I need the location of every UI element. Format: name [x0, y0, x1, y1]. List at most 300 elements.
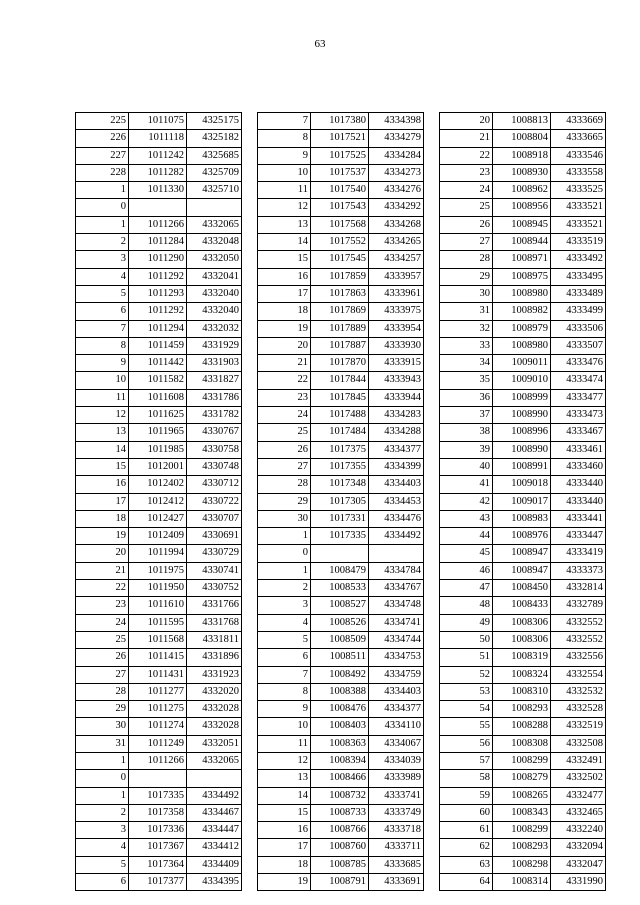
table-row: [76, 597, 242, 614]
table-row: [258, 787, 424, 804]
coordinate-y-cell: 4332240: [551, 822, 606, 839]
coordinate-x-cell: 1008492: [311, 666, 369, 683]
point-number-cell: 7: [76, 320, 129, 337]
table-row: [440, 649, 606, 666]
table-row: [258, 683, 424, 700]
point-number-cell: 21: [76, 562, 129, 579]
coordinate-x-cell: 1011608: [129, 389, 187, 406]
table-row: [76, 683, 242, 700]
coordinate-x-cell: 1017331: [311, 510, 369, 527]
coordinate-x-cell: 1011249: [129, 735, 187, 752]
table-row: [76, 476, 242, 493]
point-number-cell: 19: [258, 874, 311, 891]
table-row: [258, 147, 424, 164]
point-number-cell: 8: [258, 130, 311, 147]
table-row: [76, 666, 242, 683]
point-number-cell: 62: [440, 839, 493, 856]
coordinate-y-cell: 4333943: [369, 372, 424, 389]
coordinate-table-2: [257, 112, 424, 891]
coordinate-y-cell: 4330729: [187, 545, 242, 562]
coordinate-x-cell: 1008982: [493, 303, 551, 320]
coordinate-x-cell: 1011294: [129, 320, 187, 337]
point-number-cell: 46: [440, 562, 493, 579]
coordinate-x-cell: 1008991: [493, 458, 551, 475]
point-number-cell: 39: [440, 441, 493, 458]
coordinate-x-cell: 1008947: [493, 545, 551, 562]
coordinate-y-cell: 4330707: [187, 510, 242, 527]
table-row: [440, 182, 606, 199]
coordinate-y-cell: 4333525: [551, 182, 606, 199]
coordinate-x-cell: 1008388: [311, 683, 369, 700]
coordinate-y-cell: 4333665: [551, 130, 606, 147]
coordinate-y-cell: 4333741: [369, 787, 424, 804]
coordinate-x-cell: 1008324: [493, 666, 551, 683]
coordinate-y-cell: 4333944: [369, 389, 424, 406]
point-number-cell: 28: [76, 683, 129, 700]
coordinate-x-cell: 1017540: [311, 182, 369, 199]
coordinate-x-cell: 1011975: [129, 562, 187, 579]
coordinate-y-cell: 4331923: [187, 666, 242, 683]
coordinate-y-cell: 4333685: [369, 856, 424, 873]
point-number-cell: 23: [76, 597, 129, 614]
point-number-cell: 47: [440, 580, 493, 597]
coordinate-x-cell: 1011431: [129, 666, 187, 683]
coordinate-x-cell: 1011994: [129, 545, 187, 562]
point-number-cell: 1: [258, 562, 311, 579]
coordinate-x-cell: 1017336: [129, 822, 187, 839]
table-row: [258, 545, 424, 562]
table-row: [76, 113, 242, 130]
table-row: [76, 856, 242, 873]
coordinate-y-cell: 4331827: [187, 372, 242, 389]
coordinate-y-cell: 4333718: [369, 822, 424, 839]
coordinate-x-cell: 1017889: [311, 320, 369, 337]
table-row: [440, 614, 606, 631]
table-row: [440, 787, 606, 804]
table-row: [76, 234, 242, 251]
coordinate-y-cell: 4325709: [187, 164, 242, 181]
coordinate-x-cell: [129, 770, 187, 787]
coordinate-y-cell: 4332528: [551, 701, 606, 718]
coordinate-x-cell: 1008293: [493, 839, 551, 856]
coordinate-x-cell: 1017543: [311, 199, 369, 216]
table-row: [258, 424, 424, 441]
coordinate-x-cell: 1011277: [129, 683, 187, 700]
coordinate-x-cell: 1008527: [311, 597, 369, 614]
table-row: [76, 216, 242, 233]
table-row: [258, 735, 424, 752]
coordinate-y-cell: 4334453: [369, 493, 424, 510]
point-number-cell: 22: [76, 580, 129, 597]
coordinate-y-cell: 4332552: [551, 614, 606, 631]
point-number-cell: 24: [258, 407, 311, 424]
point-number-cell: 37: [440, 407, 493, 424]
coordinate-y-cell: 4325175: [187, 113, 242, 130]
coordinate-x-cell: 1017568: [311, 216, 369, 233]
table-row: [440, 735, 606, 752]
table-row: [258, 458, 424, 475]
coordinate-y-cell: 4334403: [369, 476, 424, 493]
table-row: [440, 337, 606, 354]
coordinate-x-cell: [311, 545, 369, 562]
coordinate-x-cell: 1008996: [493, 424, 551, 441]
point-number-cell: 5: [76, 285, 129, 302]
coordinate-y-cell: 4334741: [369, 614, 424, 631]
point-number-cell: 49: [440, 614, 493, 631]
coordinate-y-cell: 4333521: [551, 199, 606, 216]
point-number-cell: 59: [440, 787, 493, 804]
point-number-cell: 18: [258, 303, 311, 320]
coordinate-x-cell: 1008403: [311, 718, 369, 735]
coordinate-x-cell: 1017537: [311, 164, 369, 181]
coordinate-x-cell: 1017367: [129, 839, 187, 856]
coordinate-x-cell: 1008310: [493, 683, 551, 700]
point-number-cell: 4: [76, 839, 129, 856]
coordinate-x-cell: 1008343: [493, 804, 551, 821]
coordinate-y-cell: 4330758: [187, 441, 242, 458]
point-number-cell: 1: [76, 787, 129, 804]
coordinate-x-cell: 1012402: [129, 476, 187, 493]
table-row: [440, 285, 606, 302]
coordinate-y-cell: 4332041: [187, 268, 242, 285]
coordinate-y-cell: 4332552: [551, 631, 606, 648]
coordinate-x-cell: 1008319: [493, 649, 551, 666]
coordinate-y-cell: 4332028: [187, 718, 242, 735]
coordinate-y-cell: 4333749: [369, 804, 424, 821]
coordinate-y-cell: 4333989: [369, 770, 424, 787]
coordinate-y-cell: 4333546: [551, 147, 606, 164]
point-number-cell: 10: [76, 372, 129, 389]
coordinate-x-cell: 1008980: [493, 285, 551, 302]
point-number-cell: 14: [258, 234, 311, 251]
coordinate-x-cell: 1008433: [493, 597, 551, 614]
point-number-cell: 25: [76, 631, 129, 648]
coordinate-x-cell: 1011275: [129, 701, 187, 718]
table-row: [440, 458, 606, 475]
coordinate-x-cell: 1012409: [129, 528, 187, 545]
point-number-cell: 60: [440, 804, 493, 821]
coordinate-y-cell: 4334447: [187, 822, 242, 839]
table-row: [440, 234, 606, 251]
point-number-cell: 16: [258, 822, 311, 839]
point-number-cell: 29: [76, 701, 129, 718]
point-number-cell: 25: [440, 199, 493, 216]
coordinate-x-cell: 1008804: [493, 130, 551, 147]
coordinate-y-cell: 4330752: [187, 580, 242, 597]
point-number-cell: 1: [76, 752, 129, 769]
point-number-cell: 1: [258, 528, 311, 545]
table-row: [440, 441, 606, 458]
point-number-cell: 16: [258, 268, 311, 285]
point-number-cell: 26: [76, 649, 129, 666]
coordinate-x-cell: 1017845: [311, 389, 369, 406]
coordinate-x-cell: 1008944: [493, 234, 551, 251]
coordinate-y-cell: 4332028: [187, 701, 242, 718]
point-number-cell: 41: [440, 476, 493, 493]
table-row: [440, 113, 606, 130]
point-number-cell: 13: [76, 424, 129, 441]
coordinate-x-cell: 1011459: [129, 337, 187, 354]
coordinate-x-cell: 1008299: [493, 822, 551, 839]
coordinate-y-cell: 4332519: [551, 718, 606, 735]
point-number-cell: 12: [258, 199, 311, 216]
table-row: [440, 199, 606, 216]
table-row: [258, 510, 424, 527]
coordinate-x-cell: 1017355: [311, 458, 369, 475]
point-number-cell: 22: [440, 147, 493, 164]
point-number-cell: 26: [440, 216, 493, 233]
table-row: [440, 718, 606, 735]
table-row: [440, 320, 606, 337]
table-row: [440, 701, 606, 718]
coordinate-y-cell: 4333419: [551, 545, 606, 562]
point-number-cell: 18: [258, 856, 311, 873]
coordinate-x-cell: 1008466: [311, 770, 369, 787]
table-row: [76, 735, 242, 752]
coordinate-x-cell: 1008979: [493, 320, 551, 337]
point-number-cell: 31: [76, 735, 129, 752]
coordinate-x-cell: 1017377: [129, 874, 187, 891]
point-number-cell: 6: [76, 303, 129, 320]
coordinate-x-cell: 1008533: [311, 580, 369, 597]
coordinate-y-cell: 4334399: [369, 458, 424, 475]
table-row: [258, 303, 424, 320]
coordinate-y-cell: 4334110: [369, 718, 424, 735]
table-row: [258, 355, 424, 372]
table-row: [258, 666, 424, 683]
page-number: 63: [314, 38, 326, 50]
point-number-cell: 3: [258, 597, 311, 614]
coordinate-y-cell: 4330691: [187, 528, 242, 545]
coordinate-x-cell: 1017545: [311, 251, 369, 268]
coordinate-x-cell: 1017358: [129, 804, 187, 821]
coordinate-y-cell: 4333489: [551, 285, 606, 302]
table-row: [258, 493, 424, 510]
table-row: [258, 597, 424, 614]
point-number-cell: 14: [76, 441, 129, 458]
coordinate-x-cell: 1012412: [129, 493, 187, 510]
point-number-cell: 28: [440, 251, 493, 268]
table-row: [258, 752, 424, 769]
table-row: [76, 804, 242, 821]
coordinate-x-cell: 1008293: [493, 701, 551, 718]
point-number-cell: 6: [76, 874, 129, 891]
coordinate-y-cell: 4331782: [187, 407, 242, 424]
point-number-cell: 21: [440, 130, 493, 147]
coordinate-y-cell: 4333506: [551, 320, 606, 337]
coordinate-y-cell: 4331811: [187, 631, 242, 648]
coordinate-x-cell: 1008980: [493, 337, 551, 354]
table-row: [76, 614, 242, 631]
table-row: [76, 458, 242, 475]
coordinate-y-cell: 4333930: [369, 337, 424, 354]
point-number-cell: 23: [440, 164, 493, 181]
coordinate-y-cell: 4334753: [369, 649, 424, 666]
coordinate-y-cell: 4334276: [369, 182, 424, 199]
coordinate-x-cell: 1017488: [311, 407, 369, 424]
table-row: [76, 164, 242, 181]
coordinate-x-cell: 1008733: [311, 804, 369, 821]
coordinate-y-cell: 4333447: [551, 528, 606, 545]
point-number-cell: 4: [258, 614, 311, 631]
table-row: [76, 389, 242, 406]
point-number-cell: 5: [258, 631, 311, 648]
coordinate-x-cell: 1008306: [493, 631, 551, 648]
coordinate-x-cell: 1009018: [493, 476, 551, 493]
coordinate-y-cell: 4325710: [187, 182, 242, 199]
coordinate-y-cell: 4333691: [369, 874, 424, 891]
table-row: [440, 683, 606, 700]
point-number-cell: 9: [76, 355, 129, 372]
coordinate-y-cell: 4333495: [551, 268, 606, 285]
table-row: [258, 804, 424, 821]
coordinate-y-cell: [187, 770, 242, 787]
point-number-cell: 5: [76, 856, 129, 873]
table-row: [440, 251, 606, 268]
point-number-cell: 4: [76, 268, 129, 285]
table-row: [258, 130, 424, 147]
table-row: [76, 285, 242, 302]
coordinate-x-cell: 1008308: [493, 735, 551, 752]
point-number-cell: 15: [76, 458, 129, 475]
point-number-cell: 9: [258, 701, 311, 718]
point-number-cell: 42: [440, 493, 493, 510]
point-number-cell: 3: [76, 822, 129, 839]
coordinate-y-cell: 4334377: [369, 701, 424, 718]
coordinate-y-cell: 4333669: [551, 113, 606, 130]
point-number-cell: 228: [76, 164, 129, 181]
table-row: [258, 562, 424, 579]
coordinate-y-cell: 4332532: [551, 683, 606, 700]
point-number-cell: 0: [76, 199, 129, 216]
coordinate-x-cell: 1008791: [311, 874, 369, 891]
table-row: [258, 770, 424, 787]
point-number-cell: 2: [76, 804, 129, 821]
table-row: [258, 199, 424, 216]
table-row: [76, 337, 242, 354]
coordinate-y-cell: 4325685: [187, 147, 242, 164]
point-number-cell: 1: [76, 216, 129, 233]
coordinate-y-cell: 4333473: [551, 407, 606, 424]
point-number-cell: 32: [440, 320, 493, 337]
coordinate-y-cell: 4333499: [551, 303, 606, 320]
coordinate-y-cell: 4334257: [369, 251, 424, 268]
coordinate-x-cell: 1008394: [311, 752, 369, 769]
coordinate-x-cell: 1011266: [129, 216, 187, 233]
point-number-cell: 56: [440, 735, 493, 752]
coordinate-x-cell: 1011582: [129, 372, 187, 389]
coordinate-y-cell: 4333954: [369, 320, 424, 337]
point-number-cell: 27: [440, 234, 493, 251]
coordinate-x-cell: 1017869: [311, 303, 369, 320]
coordinate-y-cell: 4334398: [369, 113, 424, 130]
point-number-cell: 12: [258, 752, 311, 769]
coordinate-y-cell: 4332554: [551, 666, 606, 683]
table-row: [440, 130, 606, 147]
table-row: [258, 874, 424, 891]
coordinate-y-cell: 4334759: [369, 666, 424, 683]
coordinate-y-cell: 4333440: [551, 493, 606, 510]
coordinate-y-cell: 4334748: [369, 597, 424, 614]
coordinate-y-cell: 4332502: [551, 770, 606, 787]
coordinate-y-cell: 4333915: [369, 355, 424, 372]
coordinate-y-cell: 4333521: [551, 216, 606, 233]
coordinate-y-cell: 4334403: [369, 683, 424, 700]
coordinate-y-cell: 4334288: [369, 424, 424, 441]
table-row: [258, 614, 424, 631]
table-row: [76, 874, 242, 891]
coordinate-y-cell: 4333373: [551, 562, 606, 579]
coordinate-x-cell: 1008785: [311, 856, 369, 873]
point-number-cell: 50: [440, 631, 493, 648]
coordinate-x-cell: 1008732: [311, 787, 369, 804]
coordinate-x-cell: 1011625: [129, 407, 187, 424]
table-row: [258, 268, 424, 285]
coordinate-y-cell: 4330712: [187, 476, 242, 493]
point-number-cell: 24: [440, 182, 493, 199]
table-row: [76, 130, 242, 147]
table-row: [258, 856, 424, 873]
point-number-cell: 43: [440, 510, 493, 527]
coordinate-y-cell: 4332048: [187, 234, 242, 251]
table-row: [76, 424, 242, 441]
point-number-cell: 0: [258, 545, 311, 562]
coordinate-x-cell: 1008976: [493, 528, 551, 545]
coordinate-x-cell: 1008279: [493, 770, 551, 787]
coordinate-x-cell: 1011442: [129, 355, 187, 372]
coordinate-x-cell: 1011075: [129, 113, 187, 130]
coordinate-y-cell: 4332020: [187, 683, 242, 700]
coordinate-x-cell: 1008479: [311, 562, 369, 579]
coordinate-y-cell: 4333558: [551, 164, 606, 181]
point-number-cell: 7: [258, 113, 311, 130]
coordinate-x-cell: 1011282: [129, 164, 187, 181]
coordinate-y-cell: 4330748: [187, 458, 242, 475]
coordinate-x-cell: 1017484: [311, 424, 369, 441]
table-row: [440, 545, 606, 562]
coordinate-x-cell: 1011595: [129, 614, 187, 631]
point-number-cell: 61: [440, 822, 493, 839]
point-number-cell: 13: [258, 770, 311, 787]
table-row: [258, 372, 424, 389]
table-row: [440, 493, 606, 510]
point-number-cell: 20: [258, 337, 311, 354]
coordinate-y-cell: 4333492: [551, 251, 606, 268]
point-number-cell: 54: [440, 701, 493, 718]
coordinate-y-cell: 4333507: [551, 337, 606, 354]
coordinate-y-cell: 4334412: [187, 839, 242, 856]
point-number-cell: 27: [258, 458, 311, 475]
point-number-cell: 38: [440, 424, 493, 441]
table-row: [440, 147, 606, 164]
table-row: [258, 718, 424, 735]
table-row: [440, 631, 606, 648]
table-row: [258, 407, 424, 424]
point-number-cell: 25: [258, 424, 311, 441]
point-number-cell: 63: [440, 856, 493, 873]
coordinate-x-cell: 1011415: [129, 649, 187, 666]
coordinate-y-cell: 4331766: [187, 597, 242, 614]
coordinate-y-cell: 4334283: [369, 407, 424, 424]
coordinate-x-cell: 1008990: [493, 441, 551, 458]
coordinate-y-cell: 4334492: [369, 528, 424, 545]
coordinate-x-cell: 1017375: [311, 441, 369, 458]
table-row: [76, 718, 242, 735]
coordinate-x-cell: 1008971: [493, 251, 551, 268]
point-number-cell: 58: [440, 770, 493, 787]
table-row: [440, 597, 606, 614]
table-row: [440, 303, 606, 320]
